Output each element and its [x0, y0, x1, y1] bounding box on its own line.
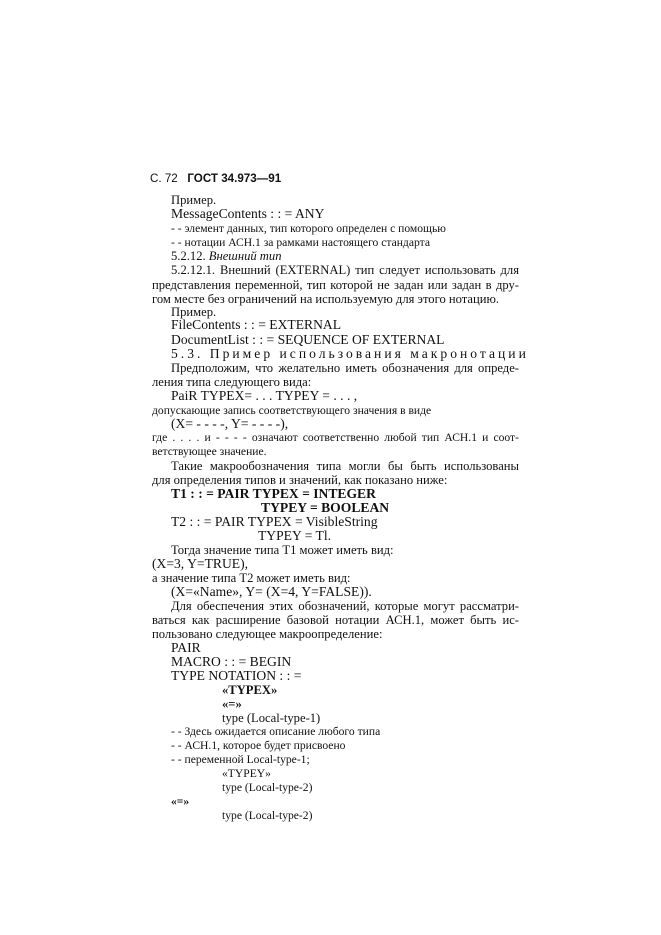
code-line: T1 : : = PAIR TYPEX = INTEGER	[171, 486, 376, 501]
code-line: «TYPEX»	[222, 683, 278, 697]
text-line: (X= - - - -, Y= - - - -),	[171, 416, 289, 431]
section-heading	[171, 249, 282, 263]
text-line: Тогда значение типа Т1 может иметь вид:	[171, 543, 394, 557]
text-line: допускающие запись соответствующего значения в виде	[152, 404, 432, 417]
text-line: DocumentList : : = SEQUENCE OF EXTERNAL	[171, 332, 445, 347]
text-line: Такие макрообозначения типа могли бы быть использованы	[171, 459, 519, 473]
text-line: 5.2.12.1. Внешний (EXTERNAL) тип следует использовать для	[171, 263, 519, 277]
code-line: MACRO : : = BEGIN	[171, 654, 292, 669]
text-line: FileContents : : = EXTERNAL	[171, 317, 342, 332]
code-line: «=»	[222, 697, 242, 711]
text-line: гом месте без ограничений на используемую для этого нотацию.	[152, 292, 500, 306]
text-line: а значение типа Т2 может иметь вид:	[152, 571, 351, 585]
text-line: ветствующее значение.	[152, 445, 267, 458]
section-heading: 5.3. Пример использования макронотации	[171, 346, 529, 361]
text-line: - - АСН.1, которое будет присвоено	[171, 739, 346, 752]
page-number: С. 72	[150, 172, 178, 185]
text-line: Предположим, что желательно иметь обозначения для опреде-	[171, 361, 519, 375]
text-line: PaiR TYPEX= . . . TYPEY = . . . ,	[171, 388, 358, 403]
text-line: - - нотации АСН.1 за рамками настоящего стандарта	[171, 236, 430, 249]
code-line: «TYPEY»	[222, 767, 271, 780]
code-line: TYPE NOTATION : : =	[171, 668, 302, 683]
section-number: 5.2.12.	[171, 249, 209, 263]
code-line: TYPEY = Tl.	[258, 528, 331, 543]
section-title: Внешний тип	[208, 249, 282, 263]
code-line: TYPEY = BOOLEAN	[261, 500, 390, 515]
text-line: Пример.	[171, 193, 217, 207]
text-line: где . . . . и - - - - означают соответственно любой тип АСН.1 и соот-	[152, 431, 519, 444]
text-line: - - элемент данных, тип которого определен с помощью	[171, 222, 446, 235]
code-line: PAIR	[171, 640, 201, 655]
standard-number: ГОСТ 34.973—91	[187, 172, 282, 185]
text-line: Пример.	[171, 305, 217, 319]
text-line: Для обеспечения этих обозначений, которые могут рассматри-	[171, 599, 519, 613]
text-line: пользовано следующее макроопределение:	[152, 627, 383, 641]
text-line: - - Здесь ожидается описание любого типа	[171, 725, 381, 738]
text-line: MessageContents : : = ANY	[171, 206, 325, 221]
code-line: type (Local-type-2)	[222, 809, 313, 822]
text-line: - - переменной Local-type-1;	[171, 753, 310, 766]
text-line: ваться как расширение базовой нотации АСН.1, может быть ис-	[152, 613, 519, 627]
code-line: type (Local-type-1)	[222, 711, 321, 725]
text-line: (X=«Name», Y= (X=4, Y=FALSE)).	[171, 584, 372, 599]
page-header	[150, 172, 281, 186]
text-line: для определения типов и значений, как показано ниже:	[152, 473, 448, 487]
code-line: type (Local-type-2)	[222, 781, 313, 794]
text-line: ления типа следующего вида:	[152, 375, 312, 389]
text-line: представления переменной, тип которой не задан или задан в дру-	[152, 278, 519, 292]
text-line: (X=3, Y=TRUE),	[152, 556, 248, 571]
code-line: «=»	[171, 795, 190, 808]
code-line: T2 : : = PAIR TYPEX = VisibleString	[171, 514, 378, 529]
